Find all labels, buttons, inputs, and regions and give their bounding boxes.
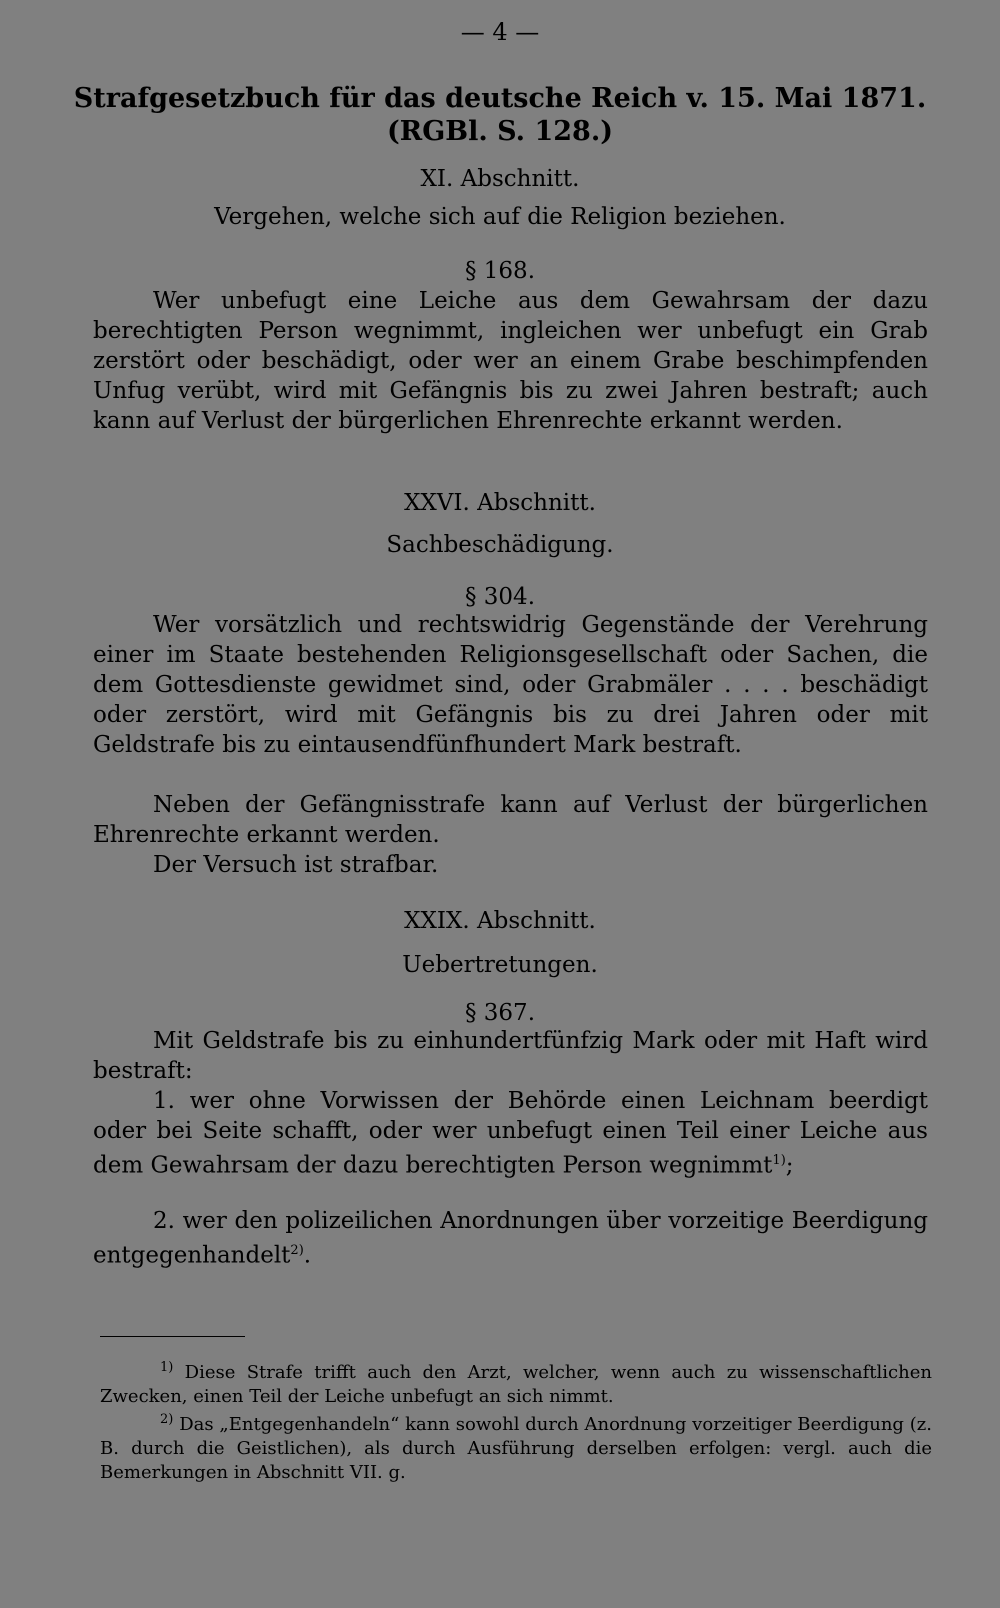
item-1-end: ; (785, 1152, 794, 1179)
section-xxix-label: XXIX. Abschnitt. (404, 908, 596, 934)
section-xi-label: XI. Abschnitt. (420, 166, 580, 192)
section-xi-heading: Vergehen, welche sich auf die Religion beziehen. (214, 204, 786, 230)
paragraph-367-text: Mit Geldstrafe bis zu einhundertfünfzig Mark oder mit Haft wird bestraft: (93, 1028, 928, 1084)
paragraph-168-text: Wer unbefugt eine Leiche aus dem Gewahrsam der dazu berechtigten Person wegnimmt, ingleichen wer unbefugt ein Grab zerstört oder beschädigt, oder wer an einem Grabe beschimpfenden Unfug verübt, wird mit Gefängnis bis zu zwei Jahren bestraft; auch kann auf Verlust der bürgerlichen Ehrenrechte erkannt werden. (93, 288, 928, 434)
document-title (60, 82, 940, 148)
section-xxvi-label: XXVI. Abschnitt. (404, 490, 596, 516)
paragraph-168-number: § 168. (464, 258, 536, 284)
footnote-2 (100, 1408, 932, 1485)
footnote-divider (100, 1336, 245, 1337)
item-1-text: 1. wer ohne Vorwissen der Behörde einen Leichnam beerdigt oder bei Seite schafft, oder wer unbefugt einen Teil einer Leiche aus dem Gewahrsam der dazu berechtigten Person wegnimmt (93, 1088, 928, 1179)
paragraph-304-number: § 304. (464, 584, 536, 610)
footnote-ref-2: 2) (290, 1243, 304, 1258)
paragraph-304-text: Wer vorsätzlich und rechtswidrig Gegenstände der Verehrung einer im Staate bestehenden Religionsgesellschaft oder Sachen, die dem Gottesdienste gewidmet sind, oder Grabmäler . . . . beschädigt oder zerstört, wird mit Gefängnis bis zu drei Jahren oder mit Geldstrafe bis zu eintausendfünfhundert Mark bestraft. (93, 612, 928, 758)
page-number: — 4 — (460, 18, 540, 46)
paragraph-304-text-2: Neben der Gefängnisstrafe kann auf Verlust der bürgerlichen Ehrenrechte erkannt werden. (93, 792, 928, 848)
item-2-text: 2. wer den polizeilichen Anordnungen über vorzeitige Beerdigung entgegenhandelt (93, 1208, 928, 1269)
paragraph-367-item-2 (93, 1206, 928, 1271)
paragraph-367-number: § 367. (464, 1000, 536, 1026)
footnote-1-mark: 1) (160, 1360, 174, 1375)
title-line-2: (RGBl. S. 128.) (386, 116, 614, 147)
footnote-1-text: Diese Strafe trifft auch den Arzt, welcher, wenn auch zu wissenschaftlichen Zwecken, einen Teil der Leiche unbefugt an sich nimmt. (100, 1362, 932, 1407)
footnote-ref-1: 1) (772, 1153, 786, 1168)
footnote-2-text: Das „Entgegenhandeln“ kann sowohl durch Anordnung vorzeitiger Beerdigung (z. B. durch die Geistlichen), als durch Ausführung derselben erfolgen: vergl. auch die Bemerkungen in Abschnitt VII. g. (100, 1414, 932, 1483)
paragraph-304-text-3: Der Versuch ist strafbar. (153, 852, 439, 878)
section-xxix-heading: Uebertretungen. (402, 952, 598, 978)
title-line-1: Strafgesetzbuch für das deutsche Reich v. 15. Mai 1871. (73, 83, 927, 114)
footnote-2-mark: 2) (160, 1412, 174, 1427)
footnote-1 (100, 1356, 932, 1409)
paragraph-367-item-1 (93, 1086, 928, 1181)
section-xxvi-heading: Sachbeschädigung. (386, 532, 614, 558)
item-2-end: . (303, 1242, 312, 1269)
